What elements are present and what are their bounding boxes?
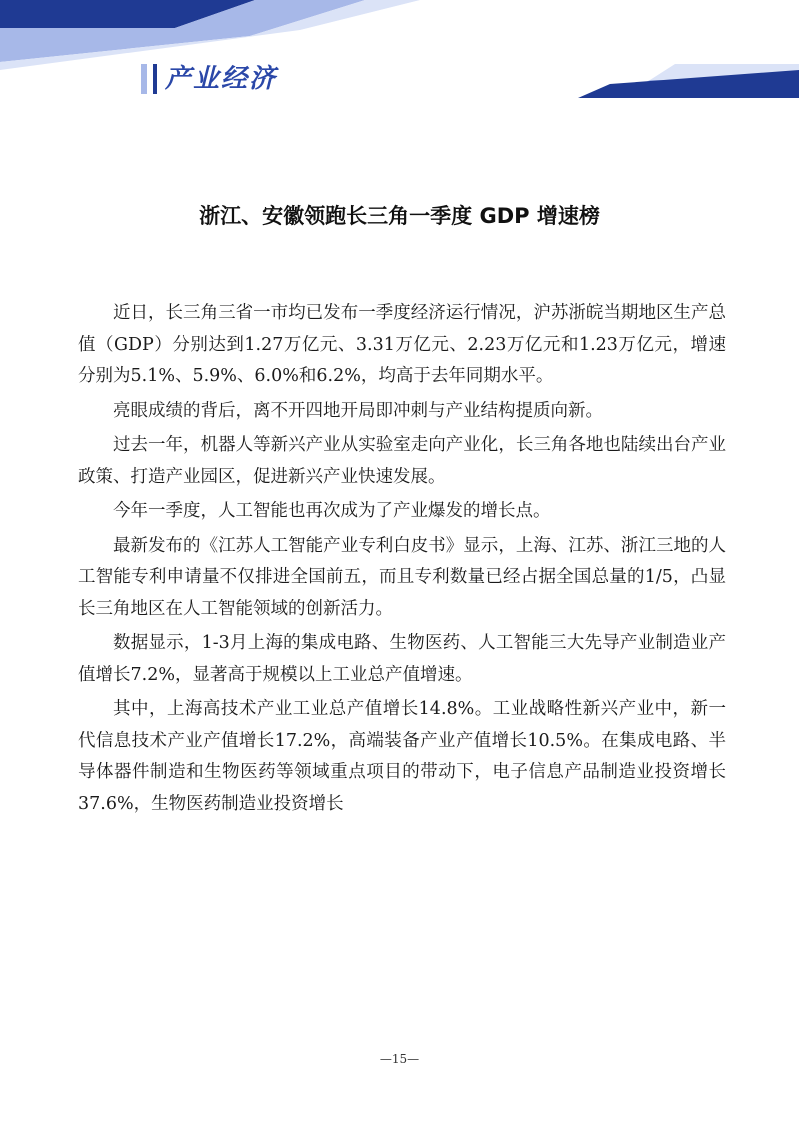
paragraph: 最新发布的《江苏人工智能产业专利白皮书》显示，上海、江苏、浙江三地的人工智能专利申请量不仅排进全国前五，而且专利数量已经占据全国总量的1/5，凸显长三角地区在人工智能领域的创新活力。	[78, 535, 726, 619]
article-title: 浙江、安徽领跑长三角一季度 GDP 增速榜	[199, 204, 600, 228]
section-marker-bar	[141, 64, 147, 94]
paragraph: 亮眼成绩的背后，离不开四地开局即冲刺与产业结构提质向新。	[113, 400, 603, 421]
section-marker-bar-dark	[153, 64, 157, 94]
header-decoration	[0, 0, 799, 110]
paragraph: 近日，长三角三省一市均已发布一季度经济运行情况，沪苏浙皖当期地区生产总值（GDP）分别达到1.27万亿元、3.31万亿元、2.23万亿元和1.23万亿元，增速分别为5.1%、5.9%、6.0%和6.2%，均高于去年同期水平。	[78, 303, 726, 386]
section-label: 产业经济	[165, 64, 278, 94]
article-body	[78, 298, 726, 823]
page-number: —15—	[379, 1052, 420, 1066]
paragraph: 其中，上海高技术产业工业总产值增长14.8%。工业战略性新兴产业中，新一代信息技术产业产值增长17.2%，高端装备产业产值增长10.5%。在集成电路、半导体器件制造和生物医药等领域重点项目的带动下，电子信息产品制造业投资增长37.6%，生物医药制造业投资增长	[78, 699, 726, 814]
paragraph: 今年一季度，人工智能也再次成为了产业爆发的增长点。	[113, 501, 551, 521]
paragraph: 过去一年，机器人等新兴产业从实验室走向产业化，长三角各地也陆续出台产业政策、打造产业园区，促进新兴产业快速发展。	[78, 435, 726, 487]
paragraph: 数据显示，1-3月上海的集成电路、生物医药、人工智能三大先导产业制造业产值增长7.2%，显著高于规模以上工业总产值增速。	[78, 633, 726, 685]
